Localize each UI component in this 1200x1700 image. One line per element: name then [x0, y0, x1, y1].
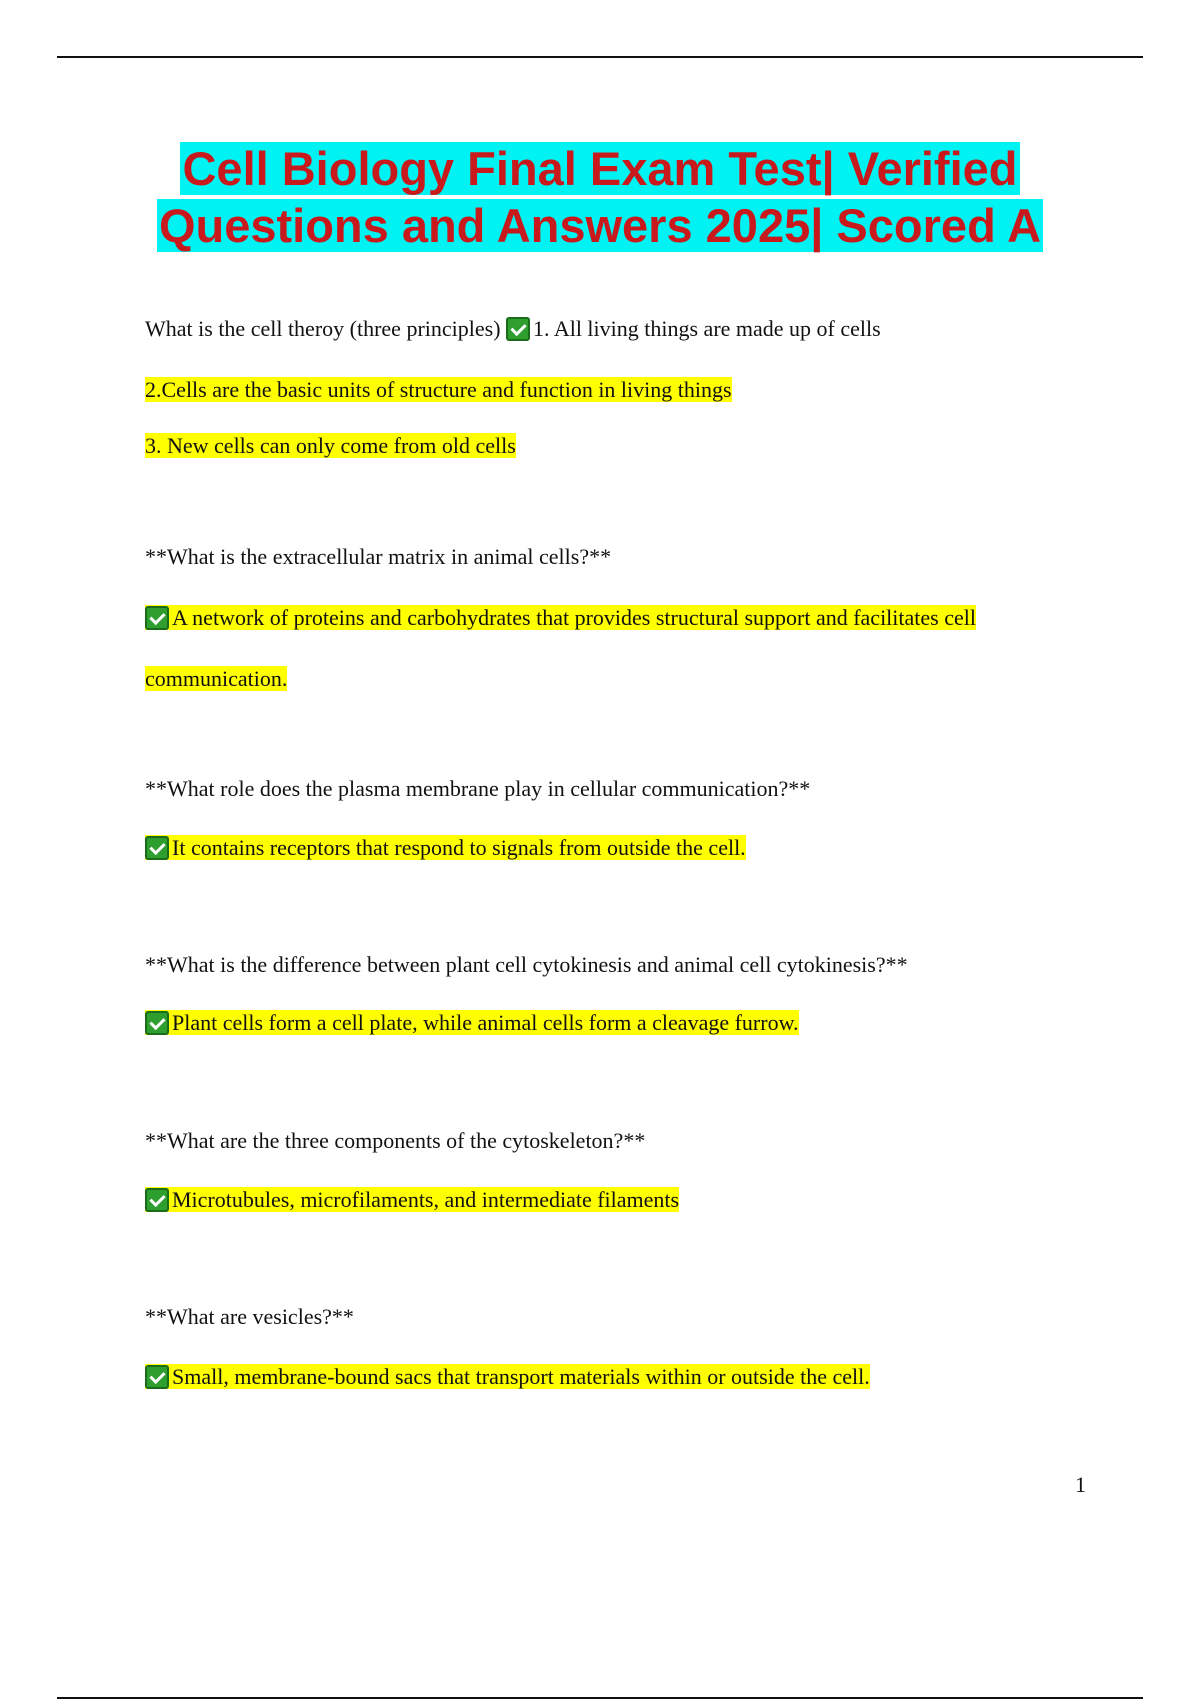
check-mark-icon [506, 317, 530, 341]
question-4-text: **What is the difference between plant cell cytokinesis and animal cell cytokinesis?** [145, 952, 908, 977]
answer-2-line-2-row [145, 664, 287, 694]
top-rule [57, 56, 1143, 58]
answer-1-line-3-row [145, 431, 516, 461]
check-mark-icon [145, 1011, 169, 1035]
answer-4-text: Plant cells form a cell plate, while animal cells form a cleavage furrow. [172, 1010, 799, 1035]
question-3-text: **What role does the plasma membrane play in cellular communication?** [145, 776, 811, 801]
question-1-text: What is the cell theroy (three principles) [145, 316, 501, 341]
question-3 [145, 774, 810, 804]
check-mark-icon [145, 836, 169, 860]
answer-1-line-1: 1. All living things are made up of cells [533, 316, 881, 341]
answer-3-row [145, 833, 746, 863]
answer-1-line-2-row [145, 375, 732, 405]
check-mark-icon [145, 1188, 169, 1212]
answer-2-line-1-row [145, 603, 976, 633]
answer-2-line-2: communication. [145, 666, 288, 691]
answer-1-line-3: 3. New cells can only come from old cells [145, 433, 516, 458]
page-number: 1 [1075, 1472, 1086, 1497]
question-2-text: **What is the extracellular matrix in animal cells?** [145, 544, 612, 569]
answer-6-row [145, 1362, 870, 1392]
answer-1-line-2: 2.Cells are the basic units of structure and function in living things [145, 377, 732, 402]
answer-2 [145, 605, 976, 630]
check-mark-icon [145, 606, 169, 630]
answer-5-row [145, 1185, 679, 1215]
question-2 [145, 542, 611, 572]
document-title [0, 140, 1200, 254]
bottom-rule [57, 1697, 1143, 1699]
answer-4-row [145, 1008, 799, 1038]
check-mark-icon [145, 1365, 169, 1389]
title-line-2: Questions and Answers 2025| Scored A [158, 199, 1042, 252]
question-6 [145, 1302, 354, 1332]
question-6-text: **What are vesicles?** [145, 1304, 354, 1329]
question-1 [145, 314, 881, 344]
answer-4 [145, 1010, 799, 1035]
question-5 [145, 1126, 645, 1156]
answer-5 [145, 1187, 679, 1212]
question-4 [145, 950, 908, 980]
answer-3-text: It contains receptors that respond to signals from outside the cell. [172, 835, 746, 860]
answer-5-text: Microtubules, microfilaments, and intermediate filaments [172, 1187, 680, 1212]
answer-2-line-1: A network of proteins and carbohydrates that provides structural support and facilitates cell [172, 605, 976, 630]
answer-3 [145, 835, 746, 860]
answer-6-text: Small, membrane-bound sacs that transport materials within or outside the cell. [172, 1364, 870, 1389]
question-5-text: **What are the three components of the cytoskeleton?** [145, 1128, 646, 1153]
title-line-1: Cell Biology Final Exam Test| Verified [182, 142, 1018, 195]
answer-6 [145, 1364, 870, 1389]
